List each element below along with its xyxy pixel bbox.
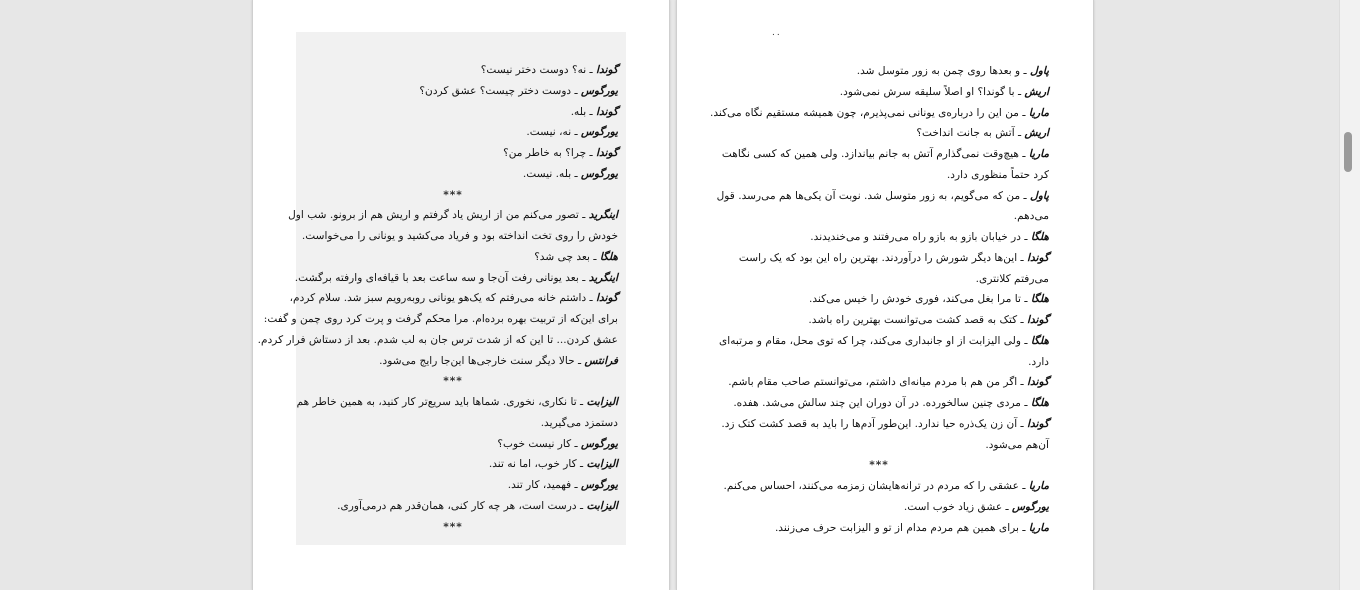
dialogue-line: [288, 351, 618, 372]
speaker-name: اینگرید: [588, 271, 618, 284]
dialogue-line: [709, 269, 1049, 290]
dialogue-text: دستمزد می‌گیرید.: [540, 416, 618, 429]
section-separator: ***: [443, 188, 463, 201]
dialogue-line: [288, 102, 618, 123]
dialogue-text: ـ چرا؟ به خاطر من؟: [503, 147, 597, 159]
dialogue-text: خودش را روی تخت انداخته بود و فریاد می‌کشید و یونانی را می‌خواست.: [301, 230, 618, 242]
dialogue-line: [288, 268, 618, 289]
dialogue-line: [709, 414, 1049, 435]
dialogue-line: [288, 60, 618, 81]
speaker-name: ماریا: [1028, 106, 1049, 119]
dialogue-line: [288, 247, 618, 268]
dialogue-text: ـ من که می‌گویم، به زور متوسل شد. نوبت آن یکی‌ها هم می‌رسد. قول: [716, 189, 1030, 202]
speaker-name: هلگا: [1030, 397, 1049, 409]
dialogue-text: ـ کار خوب، اما نه تند.: [488, 458, 587, 471]
page-mark: ۰۰: [771, 30, 781, 40]
dialogue-line: [288, 454, 618, 475]
dialogue-text: ـ بله.: [570, 105, 597, 118]
speaker-name: گوندا: [596, 292, 618, 305]
speaker-name: پاول: [1030, 65, 1049, 77]
speaker-name: یورگوس: [581, 167, 618, 180]
section-separator: ***: [443, 520, 463, 533]
dialogue-text: ـ درست است، هر چه کار کنی، همان‌قدر هم درمی‌آوری.: [337, 499, 587, 512]
dialogue-text: ـ بعد یونانی رفت آن‌جا و سه ساعت بعد با قیافه‌ای وارفته برگشت.: [294, 271, 589, 284]
dialogue-text: ـ آن زن یک‌ذره حیا ندارد. این‌طور آدم‌ها را باید به قصد کشت کتک زد.: [721, 417, 1028, 430]
speaker-name: گوندا: [1027, 314, 1049, 326]
dialogue-text: برای این‌که از تربیت بهره برده‌ام. مرا محکم گرفت و پرت کرد روی چمن و گفت:: [263, 313, 618, 325]
dialogue-line: [257, 330, 618, 351]
speaker-name: گوندا: [1027, 417, 1049, 430]
dialogue-text: می‌رفتم کلانتری.: [975, 272, 1049, 285]
dialogue-text: ـ تصور می‌کنم من از اریش یاد گرفتم و اریش هم از برونو. شب اول: [288, 209, 589, 222]
dialogue-line: [288, 434, 618, 455]
dialogue-text: ـ تا نکاری، نخوری. شماها باید سریع‌تر کار کنید، به همین خاطر هم: [296, 396, 587, 408]
speaker-name: الیزابت: [586, 499, 618, 512]
speaker-name: اریش: [1024, 127, 1049, 140]
dialogue-line: [709, 435, 1049, 456]
dialogue-line: [709, 289, 1049, 310]
dialogue-text: ـ با گوندا؟ او اصلاً سلیقه سرش نمی‌شود.: [839, 85, 1025, 98]
dialogue-line: [709, 82, 1049, 103]
dialogue-line: [709, 248, 1049, 269]
speaker-name: یورگوس: [581, 84, 618, 97]
speaker-name: گوندا: [596, 105, 618, 118]
dialogue-line: [709, 144, 1049, 165]
dialogue-text: ـ هیچ‌وقت نمی‌گذارم آتش به جانم بیاندازد. ولی همین که کسی نگاهت: [721, 148, 1029, 160]
dialogue-line: [709, 476, 1049, 497]
dialogue-text: ـ آتش به جانت انداخت؟: [916, 127, 1025, 140]
dialogue-line: [263, 309, 618, 330]
dialogue-text: ـ بله. نیست.: [522, 167, 581, 180]
dialogue-text: ـ حالا دیگر سنت خارجی‌ها این‌جا رایج می‌شود.: [379, 354, 585, 367]
dialogue-text: ـ عشق زیاد خوب است.: [903, 500, 1012, 513]
dialogue-line: [709, 103, 1049, 124]
speaker-name: یورگوس: [1012, 500, 1049, 513]
speaker-name: پاول: [1030, 189, 1049, 202]
dialogue-line: [288, 226, 618, 247]
section-separator: ***: [869, 459, 889, 472]
dialogue-line: [709, 310, 1049, 331]
dialogue-line: [709, 331, 1049, 352]
dialogue-line: [288, 205, 618, 226]
speaker-name: هلگا: [599, 250, 618, 263]
dialogue-line: [288, 392, 618, 413]
dialogue-line: [288, 475, 618, 496]
speaker-name: اریش: [1024, 85, 1049, 98]
speaker-name: ماریا: [1028, 480, 1049, 492]
document-page-right: [676, 0, 1094, 590]
dialogue-text: می‌دهم.: [1013, 210, 1049, 223]
speaker-name: الیزابت: [586, 458, 618, 471]
dialogue-text: ـ در خیابان بازو به بازو راه می‌رفتند و می‌خندیدند.: [810, 231, 1031, 243]
section-separator: ***: [443, 375, 463, 388]
dialogue-text: ـ فهمید، کار تند.: [507, 479, 581, 491]
dialogue-line: [288, 164, 618, 185]
dialogue-line: [288, 288, 618, 309]
dialogue-line: [709, 372, 1049, 393]
dialogue-line: [288, 413, 618, 434]
speaker-name: الیزابت: [586, 396, 618, 408]
dialogue-text: ـ بعد چی شد؟: [534, 250, 600, 263]
dialogue-text: آن‌هم می‌شود.: [985, 438, 1049, 451]
dialogue-line: [709, 352, 1049, 373]
speaker-name: یورگوس: [581, 126, 618, 139]
dialogue-line: [709, 393, 1049, 414]
page-text-right: [709, 61, 1049, 538]
speaker-name: یورگوس: [581, 479, 618, 491]
speaker-name: گوندا: [596, 64, 618, 76]
dialogue-line: [709, 165, 1049, 186]
speaker-name: گوندا: [1027, 251, 1049, 264]
dialogue-text: ـ داشتم خانه می‌رفتم که یک‌هو یونانی روبه‌رویم سبز شد. سلام کردم،: [289, 292, 597, 305]
dialogue-text: ـ مردی چنین سالخورده. در آن دوران این چند سالش می‌شد. هفده.: [733, 397, 1031, 409]
dialogue-text: ـ نه، نیست.: [526, 126, 581, 139]
speaker-name: هلگا: [1030, 293, 1049, 306]
speaker-name: ماریا: [1028, 148, 1049, 160]
dialogue-text: کرد حتماً منظوری دارد.: [946, 168, 1049, 181]
dialogue-line: [709, 497, 1049, 518]
dialogue-line: [709, 186, 1049, 207]
speaker-name: گوندا: [1027, 376, 1049, 389]
speaker-name: فرانتس: [584, 354, 618, 367]
dialogue-text: عشق کردن... تا این که از شدت ترس جان به لب شدم. بعد از دستاش فرار کردم.: [257, 333, 618, 346]
dialogue-line: [288, 496, 618, 517]
page-text-left: [257, 60, 618, 537]
dialogue-text: ـ عشقی را که مردم در ترانه‌هایشان زمزمه می‌کنند، احساس می‌کنم.: [723, 480, 1029, 492]
speaker-name: ماریا: [1028, 521, 1049, 534]
document-page-left: [252, 0, 670, 590]
speaker-name: اینگرید: [588, 209, 618, 222]
dialogue-line: [288, 122, 618, 143]
vertical-scrollbar[interactable]: [1339, 0, 1360, 590]
speaker-name: یورگوس: [581, 437, 618, 450]
dialogue-text: ـ کار نیست خوب؟: [497, 437, 581, 450]
dialogue-text: ـ ولی الیزابت از او جانبداری می‌کند، چرا که توی محل، مقام و مرتبه‌ای: [718, 334, 1031, 347]
dialogue-line: [709, 123, 1049, 144]
speaker-name: گوندا: [596, 147, 618, 159]
dialogue-text: ـ اگر من هم با مردم میانه‌ای داشتم، می‌توانستم صاحب مقام باشم.: [728, 376, 1028, 389]
dialogue-text: ـ من این را درباره‌ی یونانی نمی‌پذیرم، چون همیشه مستقیم نگاه می‌کند.: [709, 106, 1029, 119]
dialogue-text: ـ تا مرا بغل می‌کند، فوری خودش را خیس می‌کند.: [809, 293, 1031, 306]
dialogue-text: ـ کتک به قصد کشت می‌توانست بهترین راه باشد.: [808, 314, 1028, 326]
dialogue-text: ـ برای همین هم مردم مدام از تو و الیزابت حرف می‌زنند.: [774, 521, 1029, 534]
dialogue-text: ـ این‌ها دیگر شورش را درآوردند. بهترین راه این بود که یک راست: [738, 251, 1028, 264]
dialogue-line: [709, 206, 1049, 227]
dialogue-text: ـ نه؟ دوست دختر نیست؟: [480, 64, 597, 76]
dialogue-text: دارد.: [1028, 355, 1049, 368]
dialogue-line: [288, 143, 618, 164]
dialogue-text: ـ و بعدها روی چمن به زور متوسل شد.: [856, 65, 1030, 77]
speaker-name: هلگا: [1030, 231, 1049, 243]
dialogue-line: [709, 227, 1049, 248]
dialogue-line: [288, 81, 618, 102]
dialogue-line: [709, 518, 1049, 539]
dialogue-line: [709, 61, 1049, 82]
dialogue-text: ـ دوست دختر چیست؟ عشق کردن؟: [419, 84, 581, 97]
speaker-name: هلگا: [1030, 334, 1049, 347]
scrollbar-thumb[interactable]: [1344, 132, 1352, 172]
